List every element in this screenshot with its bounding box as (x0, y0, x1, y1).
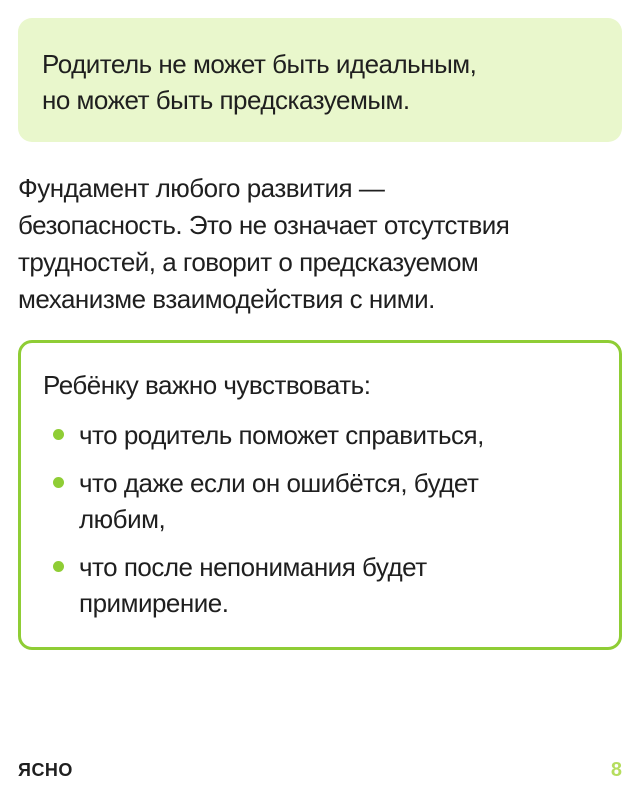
feelings-list (43, 417, 597, 621)
list-item-line: что даже если он ошибётся, будет (79, 468, 479, 498)
bullet-dot-icon (53, 429, 64, 440)
list-item-line: любим, (79, 504, 166, 534)
callout-line-1: Родитель не может быть идеальным, (42, 49, 477, 79)
bullet-dot-icon (53, 561, 64, 572)
list-item (43, 417, 597, 453)
feelings-box (18, 340, 622, 650)
paragraph-line-4: механизме взаимодействия с ними. (18, 284, 435, 314)
list-item (43, 549, 597, 621)
quote-callout (18, 18, 622, 142)
callout-line-2: но может быть предсказуемым. (42, 85, 410, 115)
bullet-dot-icon (53, 477, 64, 488)
list-item-line: примирение. (79, 588, 229, 618)
body-paragraph (18, 170, 628, 318)
list-item-line: что после непонимания будет (79, 552, 427, 582)
box-heading: Ребёнку важно чувствовать: (43, 370, 371, 400)
paragraph-line-2: безопасность. Это не означает отсутствия (18, 210, 510, 240)
brand-logo: ЯСНО (18, 760, 73, 780)
paragraph-line-3: трудностей, а говорит о предсказуемом (18, 247, 479, 277)
list-item (43, 465, 597, 537)
paragraph-line-1: Фундамент любого развития — (18, 173, 385, 203)
page-number: 8 (610, 759, 622, 781)
list-item-line: что родитель поможет справиться, (79, 420, 484, 450)
